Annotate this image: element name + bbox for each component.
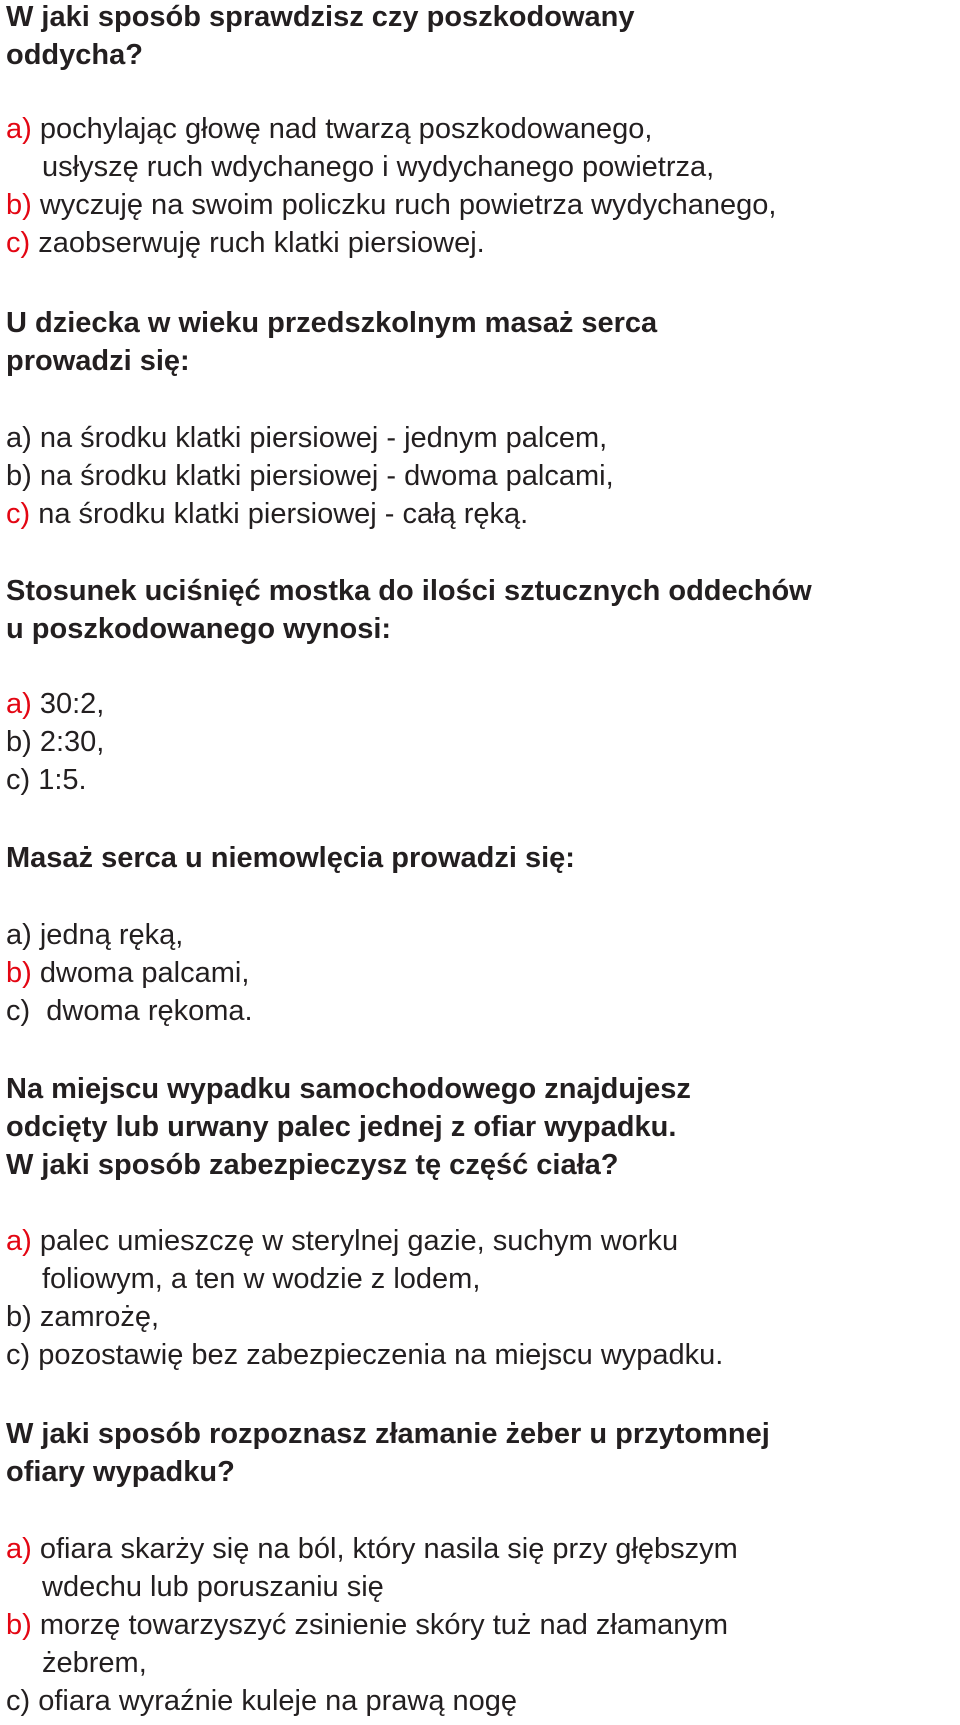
answer-2a-marker: a) bbox=[6, 422, 32, 454]
answer-6b-cont: żebrem, bbox=[42, 1647, 147, 1679]
answer-2c-text: na środku klatki piersiowej - całą ręką. bbox=[38, 498, 529, 530]
answer-5c-marker: c) bbox=[6, 1339, 31, 1371]
answers-1 bbox=[6, 110, 776, 262]
question-5 bbox=[6, 1070, 691, 1184]
answer-5a bbox=[6, 1222, 723, 1260]
answers-3 bbox=[6, 685, 104, 799]
question-2-line-2: prowadzi się: bbox=[6, 345, 190, 377]
question-6 bbox=[6, 1415, 770, 1491]
answer-6c-text: ofiara wyraźnie kuleje na prawą nogę bbox=[38, 1685, 518, 1717]
answer-1b-marker: b) bbox=[6, 189, 32, 221]
question-1-line-1: W jaki sposób sprawdzisz czy poszkodowany bbox=[6, 1, 635, 33]
question-6-line-2: ofiary wypadku? bbox=[6, 1456, 235, 1488]
answer-4a bbox=[6, 916, 253, 954]
answer-6b-marker: b) bbox=[6, 1609, 32, 1641]
answer-3b bbox=[6, 723, 104, 761]
answer-2b bbox=[6, 457, 614, 495]
answer-5a-text: palec umieszczę w sterylnej gazie, suchym worku bbox=[39, 1225, 679, 1257]
answer-4b-marker: b) bbox=[6, 957, 32, 989]
question-1-line-2: oddycha? bbox=[6, 39, 143, 71]
question-3-line-2: u poszkodowanego wynosi: bbox=[6, 613, 392, 645]
answer-1b bbox=[6, 186, 776, 224]
answer-4c bbox=[6, 992, 253, 1030]
question-3-line-1: Stosunek uciśnięć mostka do ilości sztucznych oddechów bbox=[6, 575, 812, 607]
answer-1c-text: zaobserwuję ruch klatki piersiowej. bbox=[38, 227, 485, 259]
answer-5c-text: pozostawię bez zabezpieczenia na miejscu wypadku. bbox=[38, 1339, 724, 1371]
answer-5c bbox=[6, 1336, 723, 1374]
answer-3c-marker: c) bbox=[6, 764, 31, 796]
answer-5a-marker: a) bbox=[6, 1225, 32, 1257]
answer-2a-text: na środku klatki piersiowej - jednym palcem, bbox=[39, 422, 608, 454]
answer-3b-text: 2:30, bbox=[39, 726, 105, 758]
answers-6 bbox=[6, 1530, 738, 1720]
answer-3a bbox=[6, 685, 104, 723]
question-2 bbox=[6, 304, 657, 380]
answer-6b-text: morzę towarzyszyć zsinienie skóry tuż nad złamanym bbox=[39, 1609, 729, 1641]
question-6-line-1: W jaki sposób rozpoznasz złamanie żeber u przytomnej bbox=[6, 1418, 770, 1450]
answer-6c-marker: c) bbox=[6, 1685, 31, 1717]
answer-3c bbox=[6, 761, 104, 799]
answer-3c-text: 1:5. bbox=[38, 764, 87, 796]
question-1 bbox=[6, 0, 634, 74]
question-5-line-3: W jaki sposób zabezpieczysz tę część ciała? bbox=[6, 1149, 619, 1181]
answer-1c-marker: c) bbox=[6, 227, 31, 259]
question-5-line-2: odcięty lub urwany palec jednej z ofiar wypadku. bbox=[6, 1111, 677, 1143]
answer-6a bbox=[6, 1530, 738, 1568]
answer-5a-cont: foliowym, a ten w wodzie z lodem, bbox=[42, 1263, 481, 1295]
answer-2c bbox=[6, 495, 614, 533]
answer-6a-cont: wdechu lub poruszaniu się bbox=[42, 1571, 384, 1603]
answer-1a-text: pochylając głowę nad twarzą poszkodowanego, bbox=[39, 113, 653, 145]
answer-4b bbox=[6, 954, 253, 992]
answer-4c-marker: c) bbox=[6, 995, 31, 1027]
answer-3b-marker: b) bbox=[6, 726, 32, 758]
answer-2c-marker: c) bbox=[6, 498, 31, 530]
question-3 bbox=[6, 572, 812, 648]
question-5-line-1: Na miejscu wypadku samochodowego znajdujesz bbox=[6, 1073, 691, 1105]
answer-4a-text: jedną ręką, bbox=[39, 919, 184, 951]
question-4 bbox=[6, 839, 575, 877]
answer-1a bbox=[6, 110, 776, 148]
answer-6a-text: ofiara skarży się na ból, który nasila się przy głębszym bbox=[39, 1533, 738, 1565]
answer-4a-marker: a) bbox=[6, 919, 32, 951]
answer-3a-text: 30:2, bbox=[39, 688, 105, 720]
answer-6a-marker: a) bbox=[6, 1533, 32, 1565]
answer-2a bbox=[6, 419, 614, 457]
answer-5b bbox=[6, 1298, 723, 1336]
answer-5b-text: zamrożę, bbox=[39, 1301, 160, 1333]
answer-1a-marker: a) bbox=[6, 113, 32, 145]
answer-1a-cont: usłyszę ruch wdychanego i wydychanego powietrza, bbox=[42, 151, 715, 183]
answer-5b-marker: b) bbox=[6, 1301, 32, 1333]
answer-2b-text: na środku klatki piersiowej - dwoma palcami, bbox=[39, 460, 614, 492]
answer-1c bbox=[6, 224, 776, 262]
answers-5 bbox=[6, 1222, 723, 1374]
answers-2 bbox=[6, 419, 614, 533]
answer-4b-text: dwoma palcami, bbox=[39, 957, 250, 989]
answer-1b-text: wyczuję na swoim policzku ruch powietrza wydychanego, bbox=[39, 189, 777, 221]
answer-6b bbox=[6, 1606, 738, 1644]
answer-4c-text: dwoma rękoma. bbox=[38, 995, 253, 1027]
answer-3a-marker: a) bbox=[6, 688, 32, 720]
question-4-line-1: Masaż serca u niemowlęcia prowadzi się: bbox=[6, 842, 575, 874]
answer-2b-marker: b) bbox=[6, 460, 32, 492]
answer-6c bbox=[6, 1682, 738, 1720]
answers-4 bbox=[6, 916, 253, 1030]
question-2-line-1: U dziecka w wieku przedszkolnym masaż serca bbox=[6, 307, 658, 339]
